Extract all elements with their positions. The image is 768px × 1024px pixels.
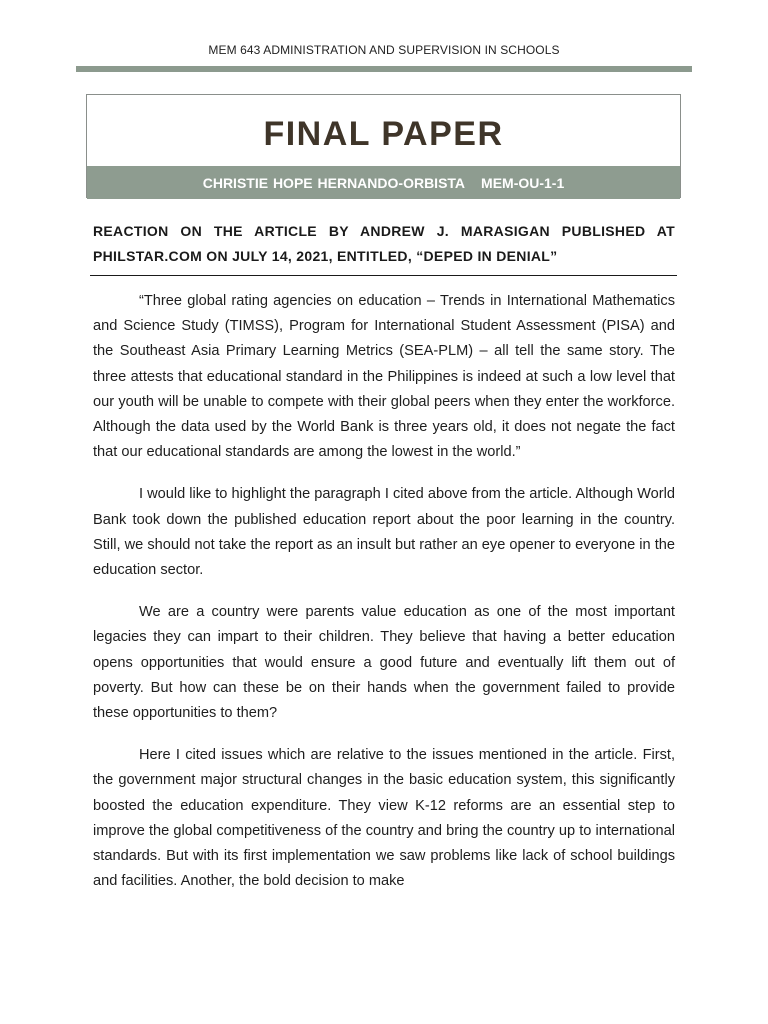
body-text [93,289,675,911]
author-band [87,166,680,199]
running-header: MEM 643 ADMINISTRATION AND SUPERVISION IN SCHOOLS [208,43,560,57]
page-title: FINAL PAPER [263,115,504,153]
header-rule [76,66,692,72]
paragraph: We are a country were parents value education as one of the most important legacies they can impart to their children. They believe that having a better education opens opportunities that would ensure a good future and eventually lift them out of poverty. But how can these be on their hands when the government failed to provide these opportunities to them? [93,604,675,722]
paragraph: I would like to highlight the paragraph I cited above from the article. Although World Bank took down the published education report about the poor learning in the country. Still, we should not take the report as an insult but rather an eye opener to everyone in the education sector. [93,486,675,579]
paragraph-quote: “Three global rating agencies on education – Trends in International Mathematics and Science Study (TIMSS), Program for International Student Assessment (PISA) and the Southeast Asia Primary Learning Metrics (SEA-PLM) – all tell the same story. The three attests that educational standard in the Philippines is indeed at such a low level that our youth will be unable to compete with their global peers when they enter the workforce. Although the data used by the World Bank is three years old, it does not negate the fact that our educational standards are among the lowest in the world.” [93,293,675,461]
author-code: MEM-OU-1-1 [481,174,565,191]
author-name: CHRISTIE HOPE HERNANDO-ORBISTA [202,174,466,191]
subject-rule [90,275,677,276]
subject-heading: REACTION ON THE ARTICLE BY ANDREW J. MARASIGAN PUBLISHED AT PHILSTAR.COM ON JULY 14, 2021, ENTITLED, “DEPED IN DENIAL” [93,223,675,264]
paragraph: Here I cited issues which are relative to the issues mentioned in the article. First, the government major structural changes in the basic education system, this significantly boosted the education expenditure. They view K-12 reforms are an essential step to improve the global competitiveness of the country and bring the country up to international standards. But with its first implementation we saw problems like lack of school buildings and facilities. Another, the bold decision to make [93,747,675,890]
title-box [86,94,681,198]
